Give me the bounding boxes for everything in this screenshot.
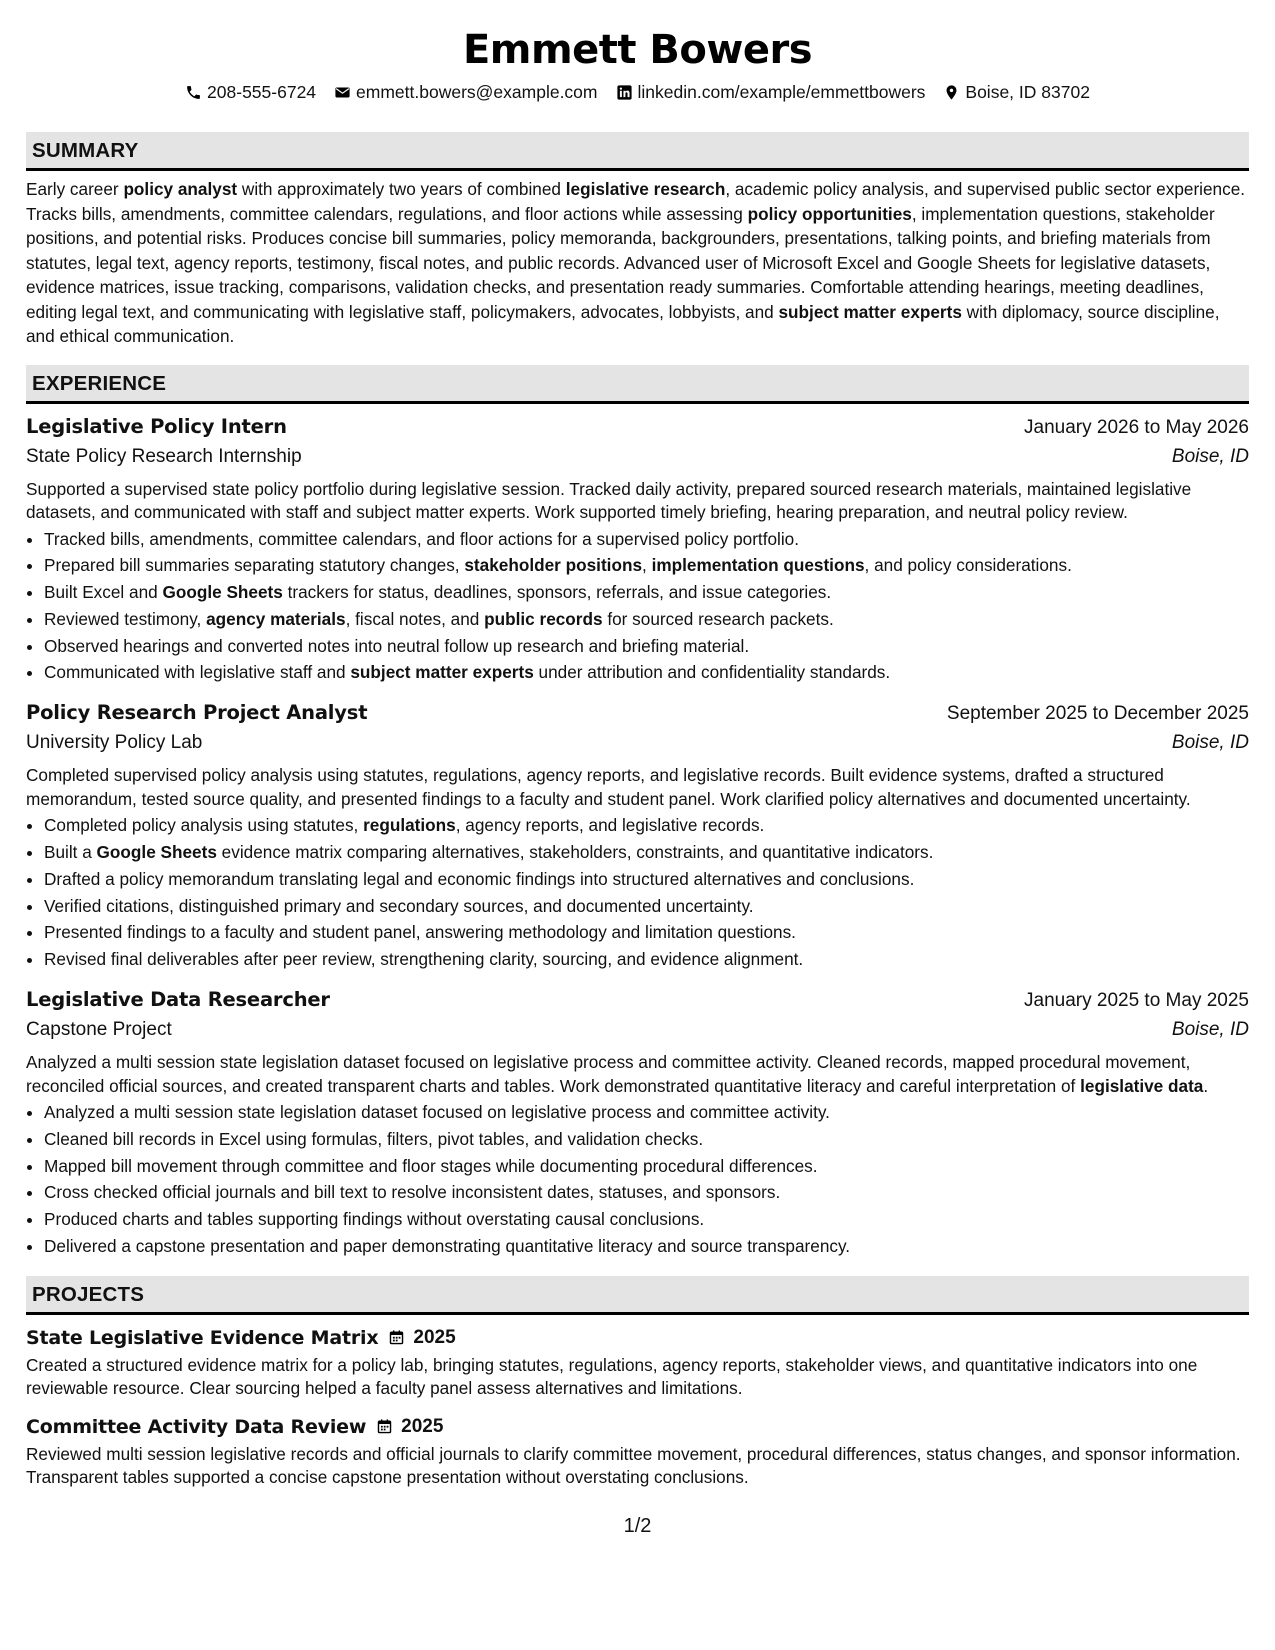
bullet-item bbox=[44, 1179, 1249, 1206]
job-header bbox=[26, 699, 1249, 728]
project-year bbox=[376, 1414, 443, 1440]
contact-email[interactable] bbox=[334, 80, 597, 104]
summary-heading: SUMMARY bbox=[26, 132, 1249, 171]
job-dates: January 2025 to May 2025 bbox=[1024, 990, 1249, 1012]
bullet-item bbox=[44, 839, 1249, 866]
job-location: Boise, ID bbox=[1171, 1019, 1249, 1041]
phone-icon bbox=[185, 84, 202, 101]
contact-location bbox=[943, 80, 1090, 104]
text-run: , and policy considerations. bbox=[864, 555, 1072, 576]
text-run: evidence matrix comparing alternatives, stakeholders, constraints, and quantitative indicators. bbox=[216, 842, 934, 863]
job-dates: September 2025 to December 2025 bbox=[946, 703, 1249, 725]
text-run: Delivered a capstone presentation and paper demonstrating quantitative literacy and source transparency. bbox=[44, 1236, 851, 1257]
text-run: , implementation questions, stakeholder positions, and potential risks. Produces concise bill summaries, policy memoranda, backgrounders, presentations, talking points, and briefing materials from statutes, legal text, agency reports, testimony, fiscal notes, and public records. Advanced user of Microsoft Excel and Google Sheets for legislative datasets, evidence matrices, issue tracking, comparisons, validation checks, and presentation ready summaries. Comfortable attending hearings, meeting deadlines, editing legal text, and communicating with legislative staff, policymakers, advocates, lobbyists, and bbox=[26, 203, 1215, 322]
job-description bbox=[26, 764, 1249, 811]
text-run: Prepared bill summaries separating statutory changes, bbox=[44, 555, 465, 576]
bullet-item bbox=[44, 1099, 1249, 1126]
calendar-icon bbox=[376, 1418, 393, 1435]
emphasis-text: subject matter experts bbox=[350, 662, 534, 683]
text-run: Cross checked official journals and bill text to resolve inconsistent dates, statuses, and sponsors. bbox=[44, 1182, 781, 1203]
text-run: with approximately two years of combined bbox=[237, 179, 566, 199]
text-run: Built Excel and bbox=[44, 582, 163, 603]
emphasis-text: Google Sheets bbox=[162, 582, 283, 603]
text-run: Presented findings to a faculty and student panel, answering methodology and limitation questions. bbox=[44, 922, 796, 943]
job-header bbox=[26, 413, 1249, 442]
bullet-item bbox=[44, 812, 1249, 839]
bullet-item bbox=[44, 919, 1249, 946]
project-entry bbox=[26, 1414, 1249, 1490]
text-run: Analyzed a multi session state legislation dataset focused on legislative process and committee activity. bbox=[44, 1102, 830, 1123]
job-subheader bbox=[26, 728, 1249, 758]
page-number: 1/2 bbox=[623, 1515, 652, 1537]
job-bullets bbox=[26, 1099, 1249, 1260]
text-run: , academic policy analysis, and supervised public sector experience. Tracks bills, amendments, committee calendars, regulations, and floor actions while assessing bbox=[26, 179, 1246, 224]
text-run: Verified citations, distinguished primary and secondary sources, and documented uncertainty. bbox=[44, 895, 754, 916]
emphasis-text: implementation questions bbox=[651, 555, 865, 576]
experience-list bbox=[26, 413, 1249, 1260]
text-run: Mapped bill movement through committee and floor stages while documenting procedural differences. bbox=[44, 1155, 818, 1176]
emphasis-text: policy analyst bbox=[123, 179, 238, 199]
project-header bbox=[26, 1325, 1249, 1351]
project-year-text: 2025 bbox=[401, 1415, 444, 1437]
bullet-item bbox=[44, 633, 1249, 660]
project-description: Reviewed multi session legislative records and official journals to clarify committee movement, procedural differences, status changes, and sponsor information. Transparent tables supported a concise capstone presentation without overstating conclusions. bbox=[26, 1443, 1241, 1488]
job-organization: University Policy Lab bbox=[26, 732, 203, 754]
text-run: , agency reports, and legislative records. bbox=[455, 815, 765, 836]
job-organization: State Policy Research Internship bbox=[26, 445, 302, 467]
job-bullets bbox=[26, 812, 1249, 973]
text-run: Built a bbox=[44, 842, 97, 863]
emphasis-text: agency materials bbox=[206, 608, 346, 629]
job-description bbox=[26, 1051, 1249, 1098]
project-year bbox=[388, 1325, 455, 1351]
bullet-item bbox=[44, 552, 1249, 579]
bullet-item bbox=[44, 1233, 1249, 1260]
text-run: Observed hearings and converted notes into neutral follow up research and briefing material. bbox=[44, 635, 750, 656]
text-run: Drafted a policy memorandum translating legal and economic findings into structured alternatives and conclusions. bbox=[44, 868, 915, 889]
text-run: , bbox=[642, 555, 652, 576]
job-description bbox=[26, 478, 1249, 525]
emphasis-text: regulations bbox=[363, 815, 456, 836]
emphasis-text: Google Sheets bbox=[96, 842, 217, 863]
emphasis-text: public records bbox=[484, 608, 603, 629]
bullet-item bbox=[44, 1206, 1249, 1233]
job-subheader bbox=[26, 1015, 1249, 1045]
text-run: Supported a supervised state policy portfolio during legislative session. Tracked daily activity, prepared sourced research materials, maintained legislative datasets, and communicated with staff and subject matter experts. Work supported timely briefing, hearing preparation, and neutral policy review. bbox=[26, 478, 1192, 522]
projects-heading: PROJECTS bbox=[26, 1276, 1249, 1315]
text-run: Communicated with legislative staff and bbox=[44, 662, 351, 683]
calendar-icon bbox=[388, 1329, 405, 1346]
job-title: Legislative Data Researcher bbox=[26, 988, 330, 1012]
project-entry bbox=[26, 1325, 1249, 1401]
contact-linkedin[interactable] bbox=[616, 80, 926, 104]
linkedin-text: linkedin.com/example/emmettbowers bbox=[637, 82, 926, 102]
bullet-item bbox=[44, 893, 1249, 920]
job-location: Boise, ID bbox=[1171, 732, 1249, 754]
text-run: under attribution and confidentiality standards. bbox=[533, 662, 891, 683]
candidate-name: Emmett Bowers bbox=[462, 27, 813, 73]
project-description: Created a structured evidence matrix for a policy lab, bringing statutes, regulations, agency reports, stakeholder views, and quantitative indicators into one reviewable resource. Clear sourcing helped a faculty panel assess alternatives and limitations. bbox=[26, 1354, 1198, 1399]
text-run: Cleaned bill records in Excel using formulas, filters, pivot tables, and validation checks. bbox=[44, 1128, 704, 1149]
job-organization: Capstone Project bbox=[26, 1019, 172, 1041]
text-run: Early career bbox=[26, 179, 124, 199]
text-run: for sourced research packets. bbox=[602, 608, 834, 629]
job-entry bbox=[26, 413, 1249, 687]
text-run: , fiscal notes, and bbox=[345, 608, 485, 629]
text-run: Tracked bills, amendments, committee calendars, and floor actions for a supervised policy portfolio. bbox=[44, 528, 800, 549]
emphasis-text: legislative research bbox=[565, 179, 726, 199]
text-run: Produced charts and tables supporting findings without overstating causal conclusions. bbox=[44, 1209, 705, 1230]
bullet-item bbox=[44, 579, 1249, 606]
phone-text: 208-555-6724 bbox=[207, 82, 317, 102]
text-run: Revised final deliverables after peer review, strengthening clarity, sourcing, and evidence alignment. bbox=[44, 949, 804, 970]
bullet-item bbox=[44, 1126, 1249, 1153]
job-entry bbox=[26, 986, 1249, 1260]
bullet-item bbox=[44, 606, 1249, 633]
emphasis-text: policy opportunities bbox=[747, 203, 912, 224]
emphasis-text: stakeholder positions bbox=[464, 555, 642, 576]
summary-text bbox=[26, 177, 1249, 349]
job-dates: January 2026 to May 2026 bbox=[1024, 416, 1249, 438]
job-entry bbox=[26, 699, 1249, 973]
job-bullets bbox=[26, 526, 1249, 687]
job-title: Policy Research Project Analyst bbox=[26, 701, 368, 725]
email-text: emmett.bowers@example.com bbox=[356, 82, 598, 102]
project-header bbox=[26, 1414, 1249, 1440]
bullet-item bbox=[44, 946, 1249, 973]
project-title: Committee Activity Data Review bbox=[26, 1415, 367, 1438]
resume-page bbox=[26, 24, 1249, 1490]
contact-bar bbox=[26, 80, 1249, 104]
text-run: Completed policy analysis using statutes, bbox=[44, 815, 364, 836]
text-run: Reviewed testimony, bbox=[44, 608, 207, 629]
job-header bbox=[26, 986, 1249, 1015]
emphasis-text: legislative data bbox=[1080, 1075, 1204, 1096]
job-location: Boise, ID bbox=[1171, 445, 1249, 467]
text-run: . bbox=[1203, 1075, 1209, 1096]
job-subheader bbox=[26, 442, 1249, 472]
linkedin-icon bbox=[616, 84, 633, 101]
text-run: Completed supervised policy analysis using statutes, regulations, agency reports, and legislative records. Built evidence systems, drafted a structured memorandum, tested source quality, and presented findings to a faculty and student panel. Work clarified policy alternatives and documented uncertainty. bbox=[26, 765, 1191, 809]
bullet-item bbox=[44, 526, 1249, 553]
project-year-text: 2025 bbox=[413, 1326, 456, 1348]
contact-phone bbox=[185, 80, 316, 104]
text-run: with diplomacy, source discipline, and ethical communication. bbox=[26, 301, 1220, 346]
location-text: Boise, ID 83702 bbox=[965, 82, 1090, 102]
bullet-item bbox=[44, 659, 1249, 686]
job-title: Legislative Policy Intern bbox=[26, 414, 287, 438]
envelope-icon bbox=[334, 84, 351, 101]
text-run: Analyzed a multi session state legislation dataset focused on legislative process and committee activity. Cleaned records, mapped procedural movement, reconciled official sources, and created transparent charts and tables. Work demonstrated quantitative literacy and careful interpretation of bbox=[26, 1052, 1191, 1096]
projects-list bbox=[26, 1325, 1249, 1490]
bullet-item bbox=[44, 1153, 1249, 1180]
project-title: State Legislative Evidence Matrix bbox=[26, 1326, 379, 1349]
map-pin-icon bbox=[943, 84, 960, 101]
bullet-item bbox=[44, 866, 1249, 893]
text-run: trackers for status, deadlines, sponsors, referrals, and issue categories. bbox=[282, 582, 832, 603]
experience-heading: EXPERIENCE bbox=[26, 365, 1249, 404]
emphasis-text: subject matter experts bbox=[778, 301, 962, 322]
